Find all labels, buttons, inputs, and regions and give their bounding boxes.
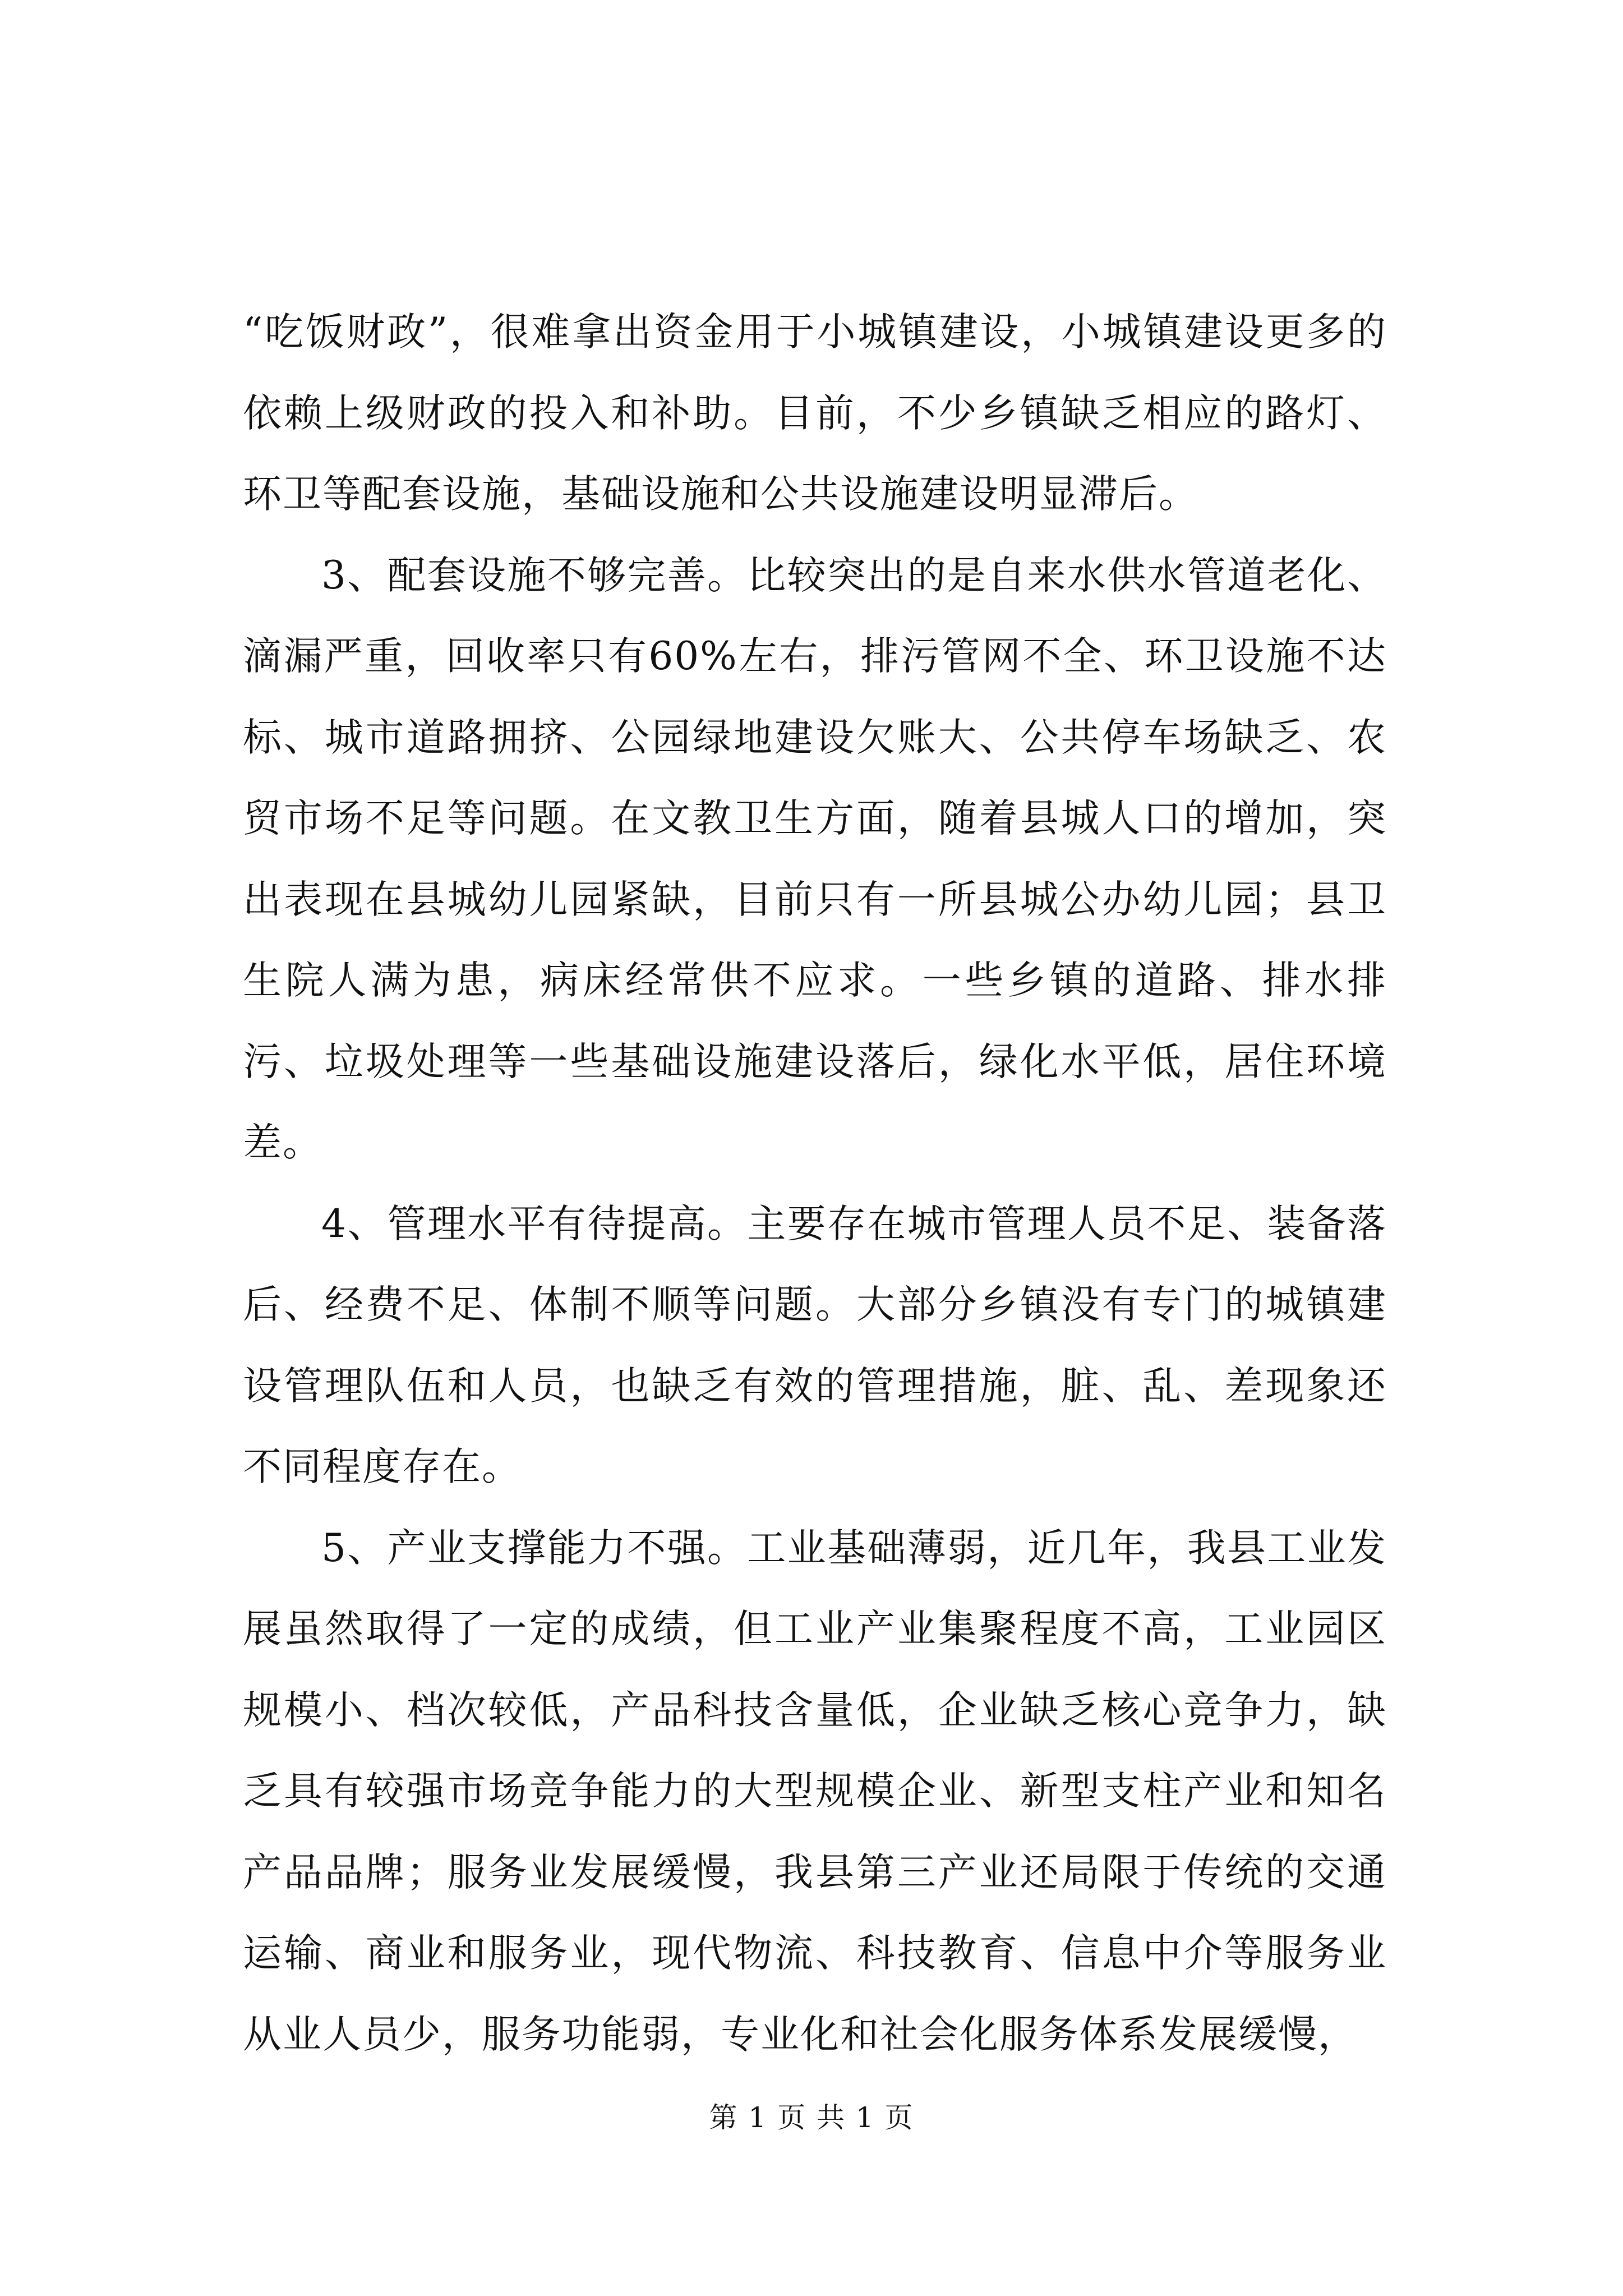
page-footer (0, 2098, 1623, 2137)
paragraph-item-5: 5、产业支撑能力不强。工业基础薄弱，近几年，我县工业发展虽然取得了一定的成绩，但工业产业集聚程度不高，工业园区规模小、档次较低，产品科技含量低，企业缺乏核心竞争力，缺乏具有较强市场竞争能力的大型规模企业、新型支柱产业和知名产品品牌；服务业发展缓慢，我县第三产业还局限于传统的交通运输、商业和服务业，现代物流、科技教育、信息中介等服务业从业人员少，服务功能弱，专业化和社会化服务体系发展缓慢， (243, 1525, 1387, 2057)
paragraph-continuation: “吃饭财政”，很难拿出资金用于小城镇建设，小城镇建设更多的依赖上级财政的投入和补助。目前，不少乡镇缺乏相应的路灯、环卫等配套设施，基础设施和公共设施建设明显滞后。 (243, 310, 1387, 517)
paragraph-item-4: 4、管理水平有待提高。主要存在城市管理人员不足、装备落后、经费不足、体制不顺等问题。大部分乡镇没有专门的城镇建设管理队伍和人员，也缺乏有效的管理措施，脏、乱、差现象还不同程度存在。 (243, 1201, 1387, 1489)
document-body (243, 292, 1387, 2075)
page-number-label: 第 1 页 共 1 页 (709, 2101, 914, 2134)
paragraph-item-3: 3、配套设施不够完善。比较突出的是自来水供水管道老化、滴漏严重，回收率只有60%左右，排污管网不全、环卫设施不达标、城市道路拥挤、公园绿地建设欠账大、公共停车场缺乏、农贸市场不足等问题。在文教卫生方面，随着县城人口的增加，突出表现在县城幼儿园紧缺，目前只有一所县城公办幼儿园；县卫生院人满为患，病床经常供不应求。一些乡镇的道路、排水排污、垃圾处理等一些基础设施建设落后，绿化水平低，居住环境差。 (243, 553, 1387, 1165)
